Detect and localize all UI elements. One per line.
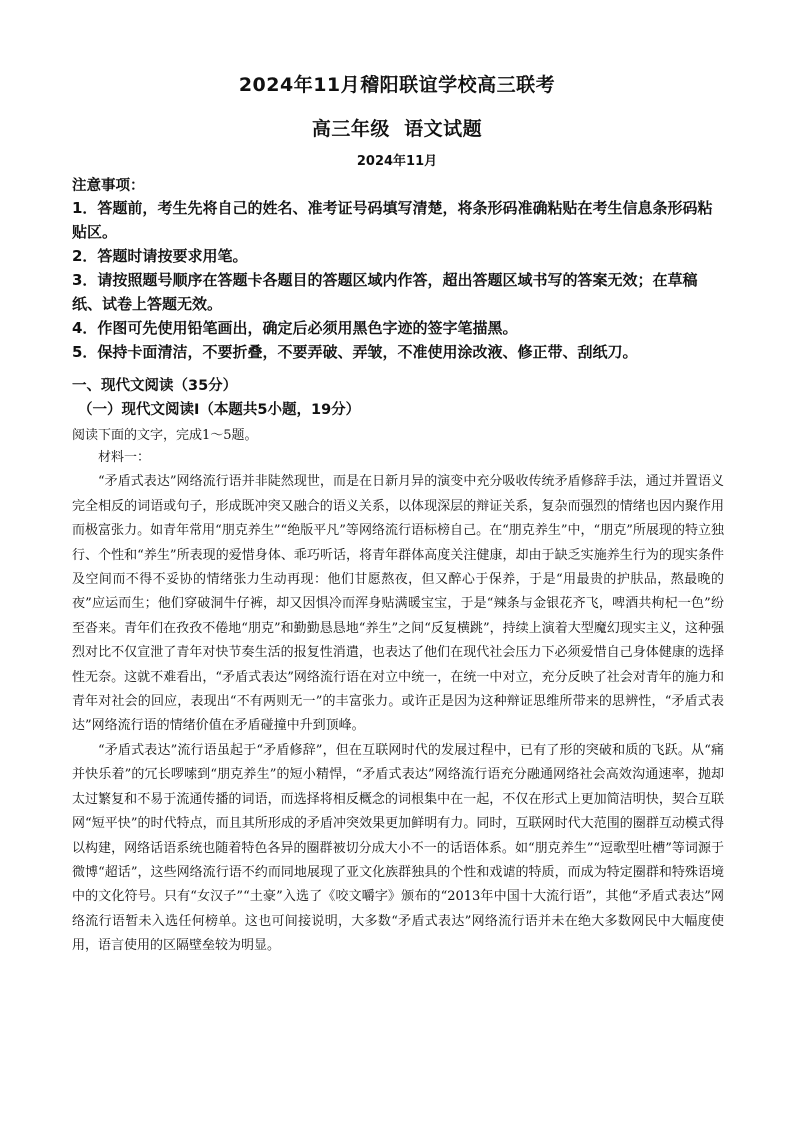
part-title: 一、现代文阅读（35分） (72, 378, 238, 394)
notice-item: 4．作图可先使用铅笔画出，确定后必须用黑色字迹的签字笔描黑。 (72, 319, 518, 337)
notice-item: 3．请按照题号顺序在答题卡各题目的答题区域内作答，超出答题区域书写的答案无效；在草稿纸、试卷上答题无效。 (72, 271, 698, 313)
exam-subtitle: 高三年级 语文试题 (311, 118, 483, 140)
notice-item: 2．答题时请按要求用笔。 (72, 247, 248, 265)
article-paragraph: “矛盾式表达”网络流行语并非陡然现世，而是在日新月异的演变中充分吸收传统矛盾修辞手法，通过并置语义完全相反的词语或句子，形成既冲突又融合的语义关系，以体现深层的辩证关系，复杂而强烈的情绪也因内聚作用而极富张力。如青年常用“朋克养生”“绝版平凡”等网络流行语标榜自己。在“朋克养生”中，“朋克”所展现的特立独行、个性和“养生”所表现的爱惜身体、乖巧听话，将青年群体高度关注健康，却由于缺乏实施养生行为的现实条件及空间而不得不妥协的情绪张力生动再现：他们甘愿熬夜，但又醉心于保养，于是“用最贵的护肤品，熬最晚的夜”应运而生；他们穿破洞牛仔裤，却又因惧冷而浑身贴满暖宝宝，于是“辣条与金银花齐飞，啤酒共枸杞一色”纷至沓来。青年们在孜孜不倦地“朋克”和勤勤恳恳地“养生”之间“反复横跳”，持续上演着大型魔幻现实主义，这种强烈对比不仅宣泄了青年对快节奏生活的报复性消遣，也表达了他们在现代社会压力下必须爱惜自己身体健康的选择性无奈。这就不难看出，“矛盾式表达”网络流行语在对立中统一，在统一中对立，充分反映了社会对青年的施力和青年对社会的回应，表现出“不有两则无一”的丰富张力。或许正是因为这种辩证思维所带来的思辨性，“矛盾式表达”网络流行语的情绪价值在矛盾碰撞中升到顶峰。 (72, 474, 724, 734)
exam-date: 2024年11月 (356, 154, 438, 169)
material-label: 材料一： (98, 450, 151, 465)
notice-heading: 注意事项： (72, 178, 145, 194)
notice-item: 1．答题前，考生先将自己的姓名、准考证号码填写清楚，将条形码准确粘贴在考生信息条形码粘贴区。 (72, 199, 713, 241)
article-paragraph: “矛盾式表达”流行语虽起于“矛盾修辞”，但在互联网时代的发展过程中，已有了形的突破和质的飞跃。从“痛并快乐着”的冗长啰嗦到“朋克养生”的短小精悍，“矛盾式表达”网络流行语充分融通网络社会高效沟通速率，抛却太过繁复和不易于流通传播的词语，而选择将相反概念的词根集中在一起，不仅在形式上更加简洁明快，契合互联网“短平快”的时代特点，而且其所形成的矛盾冲突效果更加鲜明有力。同时，互联网时代大范围的圈群互动模式得以构建，网络话语系统也随着特色各异的圈群被切分成大小不一的话语体系。如“朋克养生”“逗歌型吐槽”等词源于微博“超话”，这些网络流行语不约而同地展现了亚文化族群独具的个性和戏谑的特质，而成为特定圈群和特殊语境中的文化符号。只有“女汉子”“土豪”入选了《咬文嚼字》颁布的“2013年中国十大流行语”，其他“矛盾式表达”网络流行语暂未入选任何榜单。这也可间接说明，大多数“矛盾式表达”网络流行语并未在绝大多数网民中大幅度使用，语言使用的区隔壁垒较为明显。 (72, 742, 724, 954)
sub-section-title: （一）现代文阅读Ⅰ（本题共5小题，19分） (78, 402, 361, 418)
article-body (72, 446, 724, 959)
notice-list (72, 196, 724, 364)
reading-instruction: 阅读下面的文字，完成1～5题。 (72, 428, 258, 443)
notice-item: 5．保持卡面清洁，不要折叠，不要弄破、弄皱，不准使用涂改液、修正带、刮纸刀。 (72, 343, 638, 361)
exam-title: 2024年11月稽阳联谊学校高三联考 (238, 74, 556, 96)
